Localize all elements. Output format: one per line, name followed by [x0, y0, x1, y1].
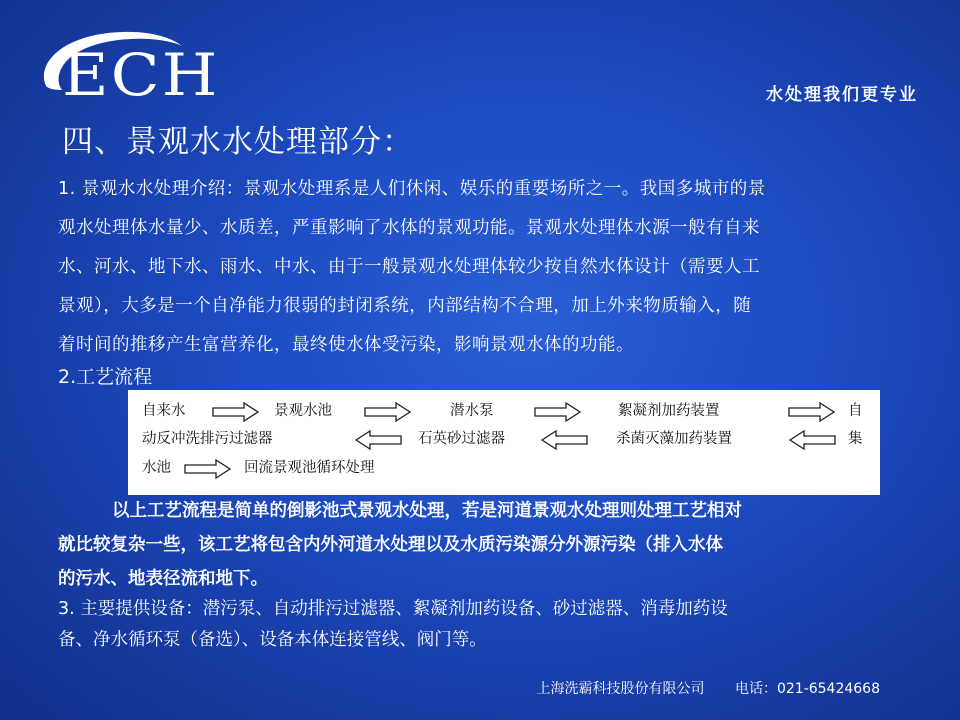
footer-phone: 电话：021-65424668	[734, 681, 880, 697]
arrow-right-icon	[184, 459, 232, 479]
arrow-right-icon	[212, 402, 260, 422]
section1-paragraph	[58, 170, 898, 365]
flow-step: 潜水泵	[450, 403, 494, 419]
description-line: 的污水、地表径流和地下。	[58, 569, 268, 589]
arrow-left-icon	[354, 430, 402, 450]
process-flow-diagram	[128, 390, 880, 495]
section1-line: 观水处理体水量少、水质差，严重影响了水体的景观功能。景观水处理体水源一般有自来	[58, 218, 760, 238]
footer	[537, 678, 880, 698]
flow-step: 絮凝剂加药装置	[618, 403, 720, 419]
flow-step: 自来水	[142, 403, 186, 419]
section3-paragraph	[58, 594, 908, 656]
description-line: 就比较复杂一些，该工艺将包含内外河道水处理以及水质污染源分外源污染（排入水体	[58, 535, 723, 555]
page-title: 四、景观水水处理部分：	[62, 124, 414, 160]
flow-step: 杀菌灭藻加药装置	[616, 431, 732, 447]
arrow-right-icon	[788, 402, 836, 422]
arrow-left-icon	[540, 430, 588, 450]
flow-step: 回流景观池循环处理	[244, 460, 375, 476]
section1-line: 着时间的推移产生富营养化，最终使水体受污染，影响景观水体的功能。	[58, 335, 634, 355]
arrow-right-icon	[364, 402, 412, 422]
section3-line: 3. 主要提供设备：潜污泵、自动排污过滤器、絮凝剂加药设备、砂过滤器、消毒加药设	[58, 599, 728, 619]
flow-step: 动反冲洗排污过滤器	[142, 431, 273, 447]
arrow-left-icon	[788, 430, 836, 450]
company-logo	[32, 24, 220, 109]
flow-step: 自	[848, 403, 863, 419]
flow-step: 集	[848, 431, 863, 447]
flow-step: 石英砂过滤器	[418, 431, 505, 447]
flow-step: 水池	[142, 460, 171, 476]
logo-text: ECH	[62, 41, 220, 109]
section1-line: 水、河水、地下水、雨水、中水、由于一般景观水处理体较少按自然水体设计（需要人工	[58, 257, 760, 277]
section1-line: 1. 景观水水处理介绍：景观水处理系是人们休闲、娱乐的重要场所之一。我国多城市的景	[58, 179, 766, 199]
section2-description	[58, 494, 908, 596]
section2-heading: 2.工艺流程	[58, 366, 153, 388]
description-line: 以上工艺流程是简单的倒影池式景观水处理，若是河道景观水处理则处理工艺相对	[112, 501, 742, 521]
section3-line: 备、净水循环泵（备选）、设备本体连接管线、阀门等。	[58, 630, 487, 650]
section1-line: 景观），大多是一个自净能力很弱的封闭系统，内部结构不合理，加上外来物质输入，随	[58, 296, 752, 316]
flow-step: 景观水池	[274, 403, 332, 419]
arrow-right-icon	[534, 402, 582, 422]
company-slogan: 水处理我们更专业	[766, 85, 918, 105]
footer-company: 上海洗霸科技股份有限公司	[536, 681, 705, 697]
